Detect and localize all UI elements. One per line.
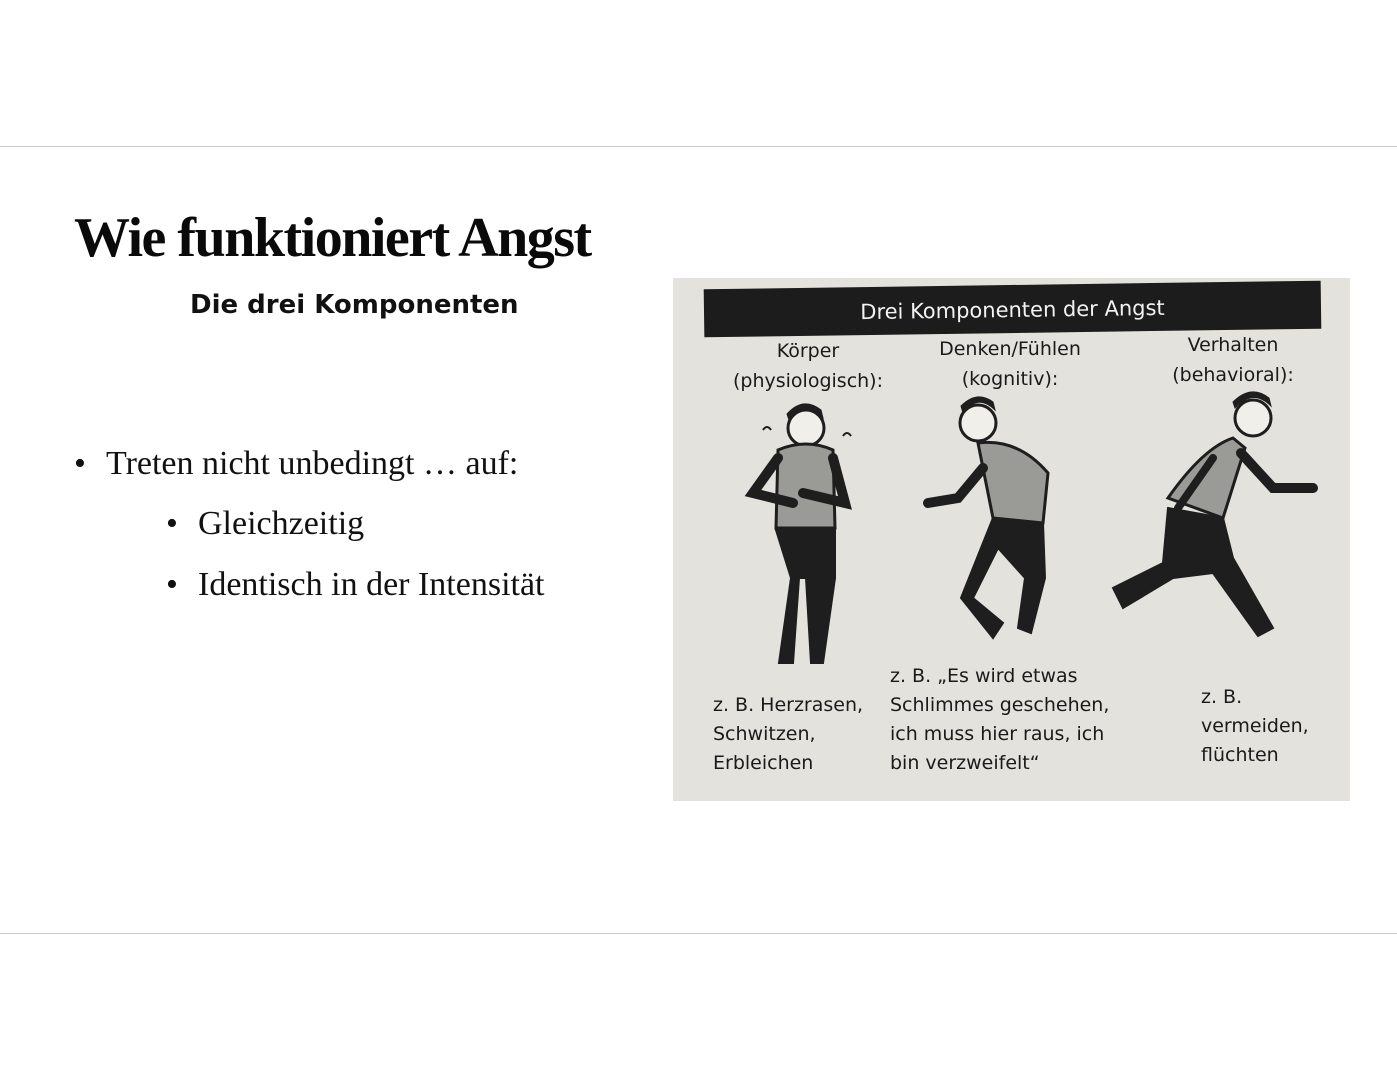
behavior-figure-illustration (1113, 392, 1313, 636)
example-line: Erbleichen (713, 752, 814, 774)
slide-subtitle: Die drei Komponenten (190, 290, 519, 320)
example-body (713, 691, 863, 778)
bullet-dot: • (74, 445, 86, 482)
example-thinking (890, 662, 1109, 778)
sub-bullet-item (74, 505, 545, 566)
bullet-item (74, 445, 545, 505)
bullet-list (74, 445, 545, 627)
heading-line: (physiologisch): (732, 370, 883, 392)
heading-line: (kognitiv): (961, 368, 1059, 390)
bullet-text: Identisch in der Intensität (198, 566, 545, 603)
sub-bullet-item (74, 566, 545, 627)
top-divider (0, 146, 1397, 147)
example-behavior (1201, 683, 1309, 770)
bottom-divider (0, 933, 1397, 934)
bullet-dot: • (166, 505, 178, 542)
heading-line: Verhalten (1187, 334, 1279, 356)
example-line: flüchten (1201, 744, 1279, 766)
heading-line: (behavioral): (1172, 364, 1294, 386)
heading-line: Denken/Fühlen (939, 338, 1081, 360)
example-line: bin verzweifelt“ (890, 752, 1040, 774)
heading-line: Körper (776, 340, 840, 362)
example-line: Schwitzen, (713, 723, 816, 745)
slide-title: Wie funktioniert Angst (74, 207, 591, 269)
example-line: z. B. (1201, 686, 1243, 708)
figure-banner-text: Drei Komponenten der Angst (860, 295, 1165, 325)
example-line: z. B. Herzrasen, (713, 694, 864, 716)
bullet-text: Treten nicht unbedingt … auf: (106, 445, 519, 482)
body-figure-illustration (753, 404, 851, 663)
example-line: Schlimmes geschehen, (890, 694, 1110, 716)
example-line: ich muss hier raus, ich (890, 723, 1105, 745)
column-heading-thinking (925, 334, 1095, 394)
example-line: z. B. „Es wird etwas (890, 665, 1078, 687)
anxiety-components-figure (673, 278, 1350, 801)
bullet-dot: • (166, 566, 178, 603)
thinking-figure-illustration (928, 397, 1048, 638)
example-line: vermeiden, (1201, 715, 1309, 737)
column-heading-body (728, 336, 888, 396)
bullet-text: Gleichzeitig (198, 505, 365, 542)
column-heading-behavior (1163, 330, 1303, 390)
figure-banner (704, 281, 1322, 338)
